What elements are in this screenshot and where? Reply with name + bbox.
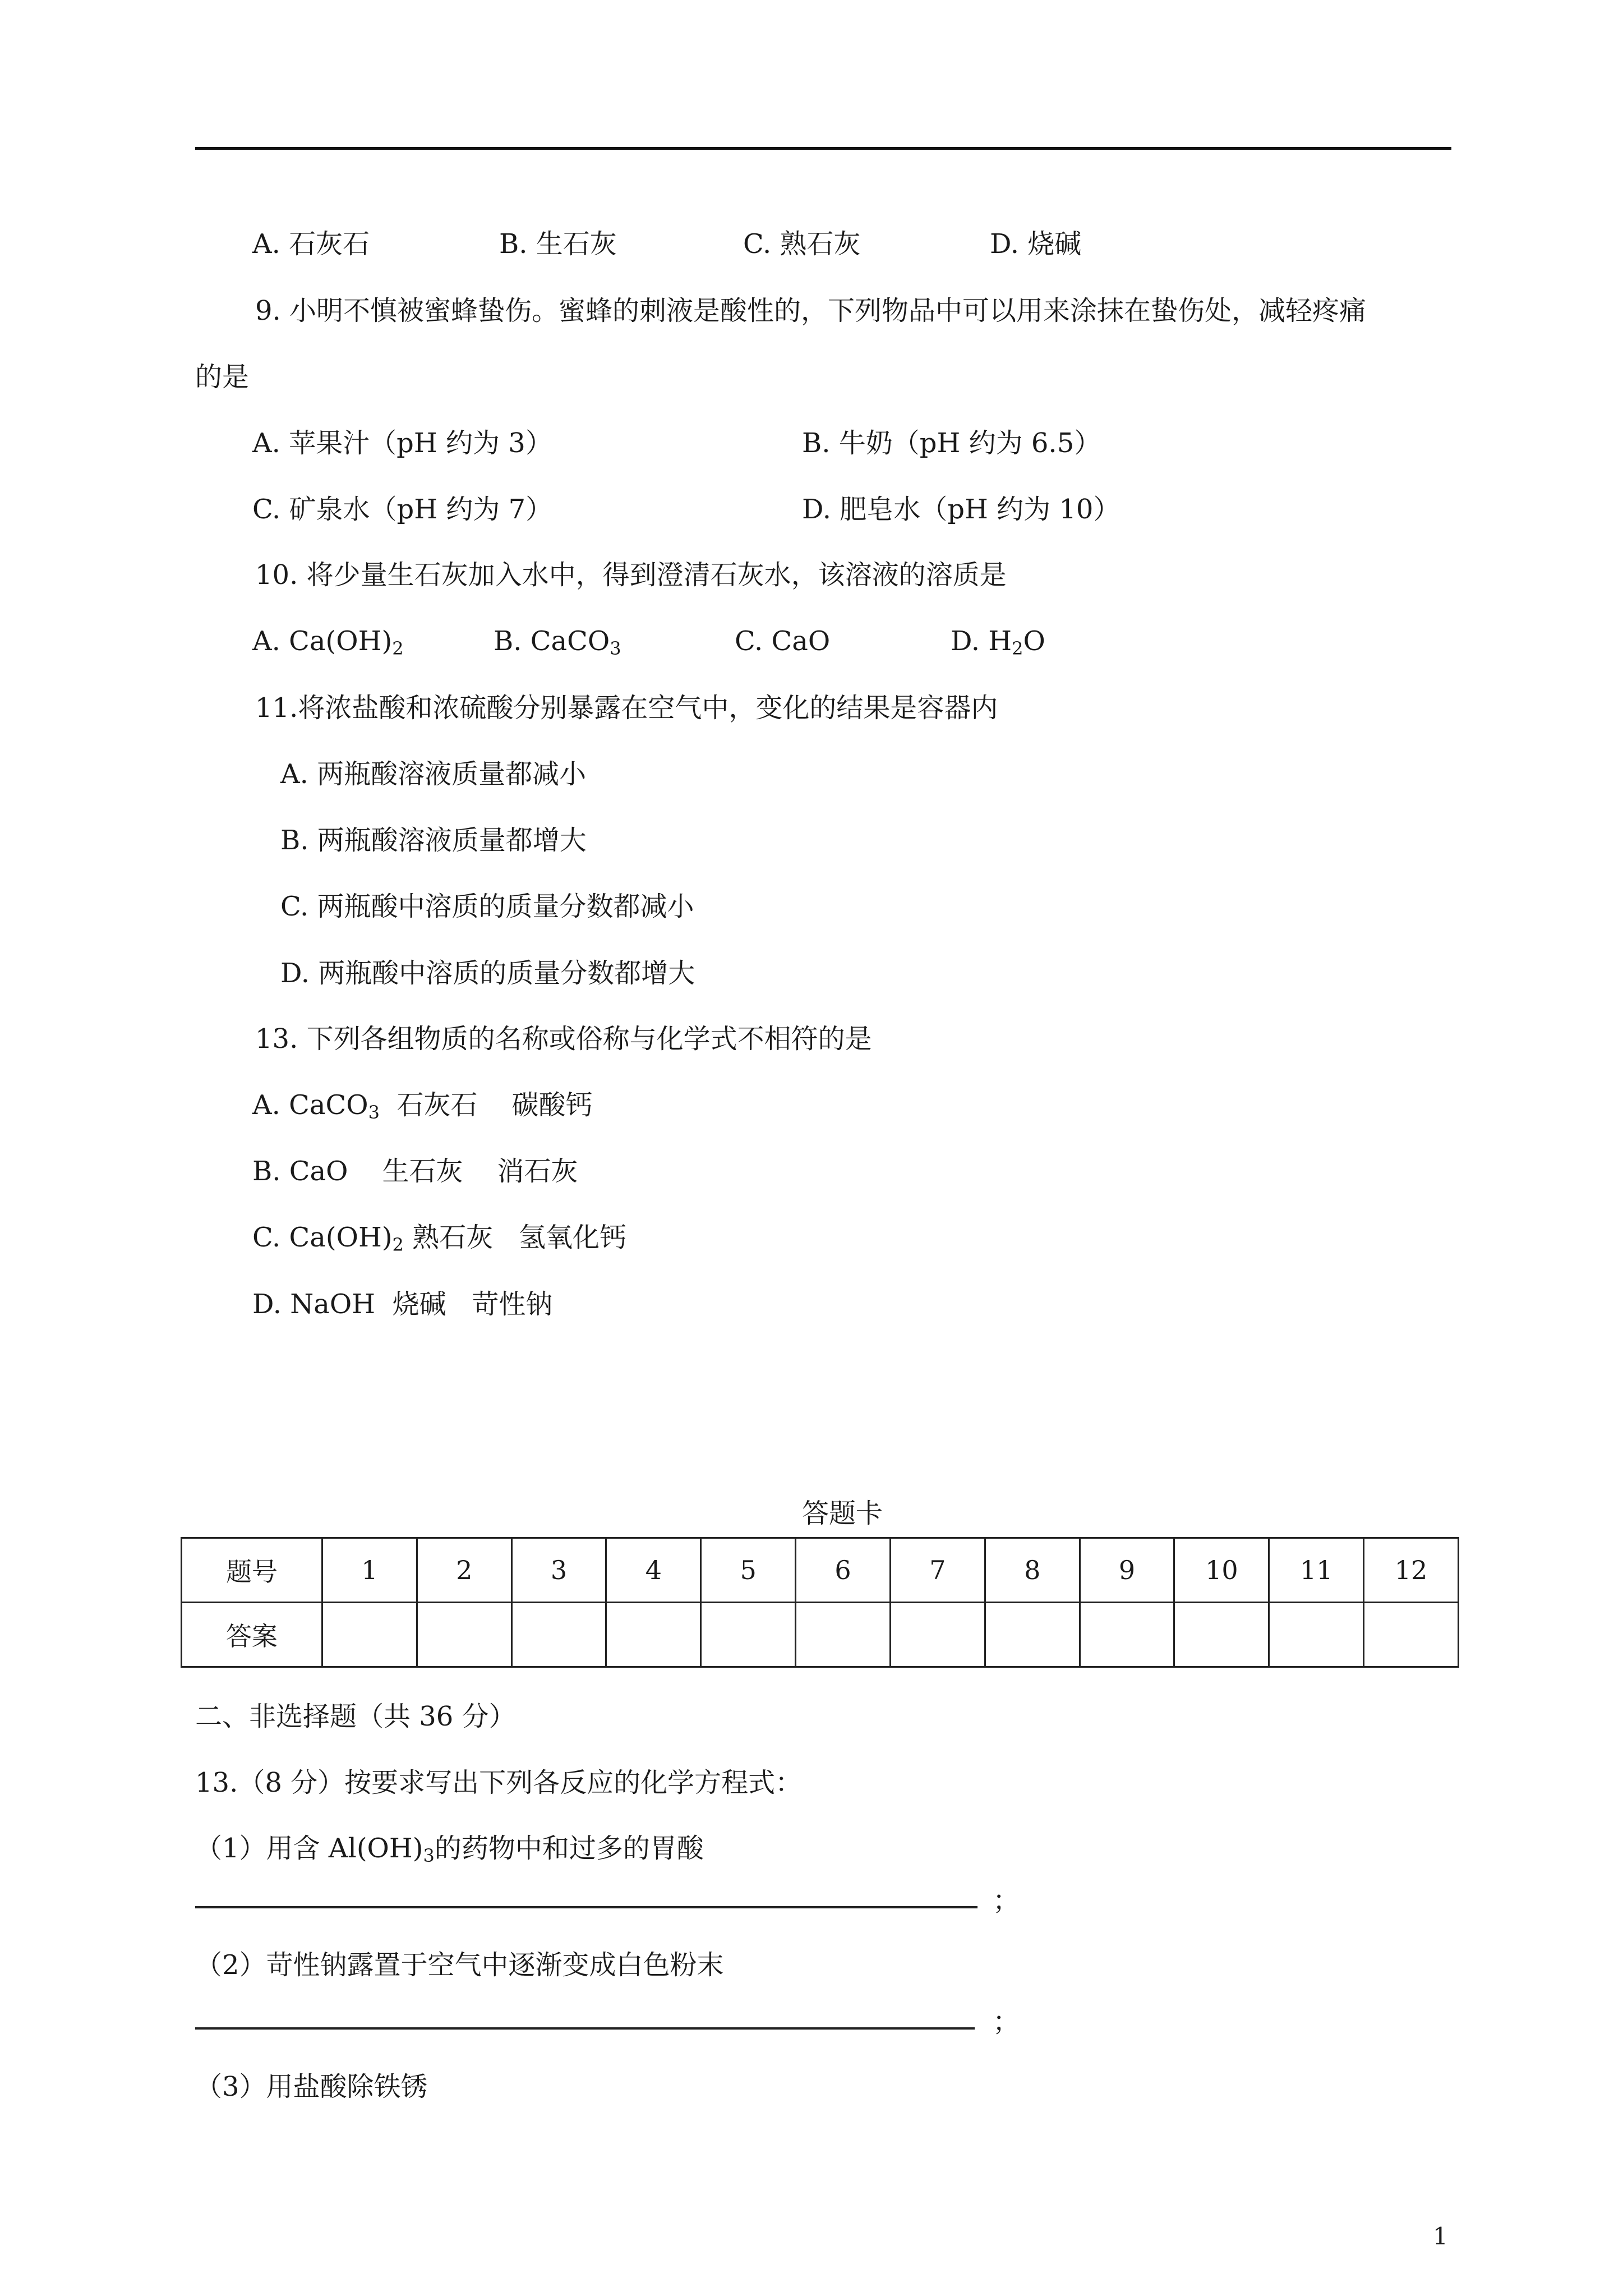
- q8-option-d: D. 烧碱: [990, 228, 1082, 260]
- answer-card-title: 答题卡: [802, 1498, 883, 1529]
- q10-option-b: B. CaCO$_3$: [494, 625, 621, 659]
- answer-cell[interactable]: [890, 1603, 985, 1667]
- q11-option-d: D. 两瓶酸中溶质的质量分数都增大: [280, 958, 695, 989]
- question-number-cell: 4: [606, 1538, 701, 1603]
- answer-blank-2[interactable]: [195, 2027, 975, 2030]
- question-number-cell: 6: [796, 1538, 891, 1603]
- q9-option-a: A. 苹果汁（pH 约为 3）: [252, 427, 552, 459]
- answer-cell[interactable]: [796, 1603, 891, 1667]
- q13-item-2: （2）苛性钠露置于空气中逐渐变成白色粉末: [195, 1949, 724, 1981]
- q8-option-c: C. 熟石灰: [743, 228, 861, 260]
- answer-cell[interactable]: [1174, 1603, 1269, 1667]
- q13-item-1: （1）用含 $Al(OH)_3$的药物中和过多的胃酸: [195, 1833, 704, 1866]
- q13-fill-stem: 13.（8 分）按要求写出下列各反应的化学方程式：: [195, 1767, 803, 1798]
- semicolon-1: ；: [993, 1885, 1020, 1916]
- q9-option-c: C. 矿泉水（pH 约为 7）: [252, 494, 553, 525]
- answer-cell[interactable]: [417, 1603, 511, 1667]
- question-number-cell: 1: [322, 1538, 417, 1603]
- question-number-cell: 8: [985, 1538, 1080, 1603]
- answer-cell[interactable]: [511, 1603, 606, 1667]
- q9-option-d: D. 肥皂水（pH 约为 10）: [802, 494, 1121, 525]
- q10-option-c: C. CaO: [735, 625, 831, 657]
- answer-card-table: [181, 1537, 1459, 1668]
- answer-card-answer-row: [182, 1603, 1459, 1667]
- answer-blank-1[interactable]: [195, 1906, 978, 1908]
- q9-stem-line2: 的是: [195, 361, 250, 393]
- page-number: 1: [1433, 2223, 1448, 2250]
- question-number-cell: 11: [1269, 1538, 1364, 1603]
- semicolon-2: ；: [993, 2006, 1020, 2037]
- q11-option-b: B. 两瓶酸溶液质量都增大: [280, 825, 587, 856]
- answer-cell[interactable]: [1080, 1603, 1174, 1667]
- q13-option-a: A. CaCO$_3$ 石灰石 碳酸钙: [252, 1089, 593, 1123]
- header-rule: [195, 147, 1451, 150]
- question-number-cell: 3: [511, 1538, 606, 1603]
- question-number-cell: 2: [417, 1538, 511, 1603]
- question-number-cell: 7: [890, 1538, 985, 1603]
- answer-cell[interactable]: [985, 1603, 1080, 1667]
- answer-cell[interactable]: [322, 1603, 417, 1667]
- q8-option-a: A. 石灰石: [252, 228, 370, 260]
- answer-cell[interactable]: [1269, 1603, 1364, 1667]
- q13-option-d: D. NaOH 烧碱 苛性钠: [252, 1289, 553, 1320]
- question-number-cell: 12: [1364, 1538, 1459, 1603]
- q13-option-c: C. $Ca(OH)_2$ 熟石灰 氢氧化钙: [252, 1222, 626, 1255]
- q11-option-c: C. 两瓶酸中溶质的质量分数都减小: [280, 891, 694, 922]
- q11-stem: 11.将浓盐酸和浓硫酸分别暴露在空气中，变化的结果是容器内: [255, 692, 998, 724]
- q10-stem: 10. 将少量生石灰加入水中，得到澄清石灰水，该溶液的溶质是: [255, 559, 1007, 591]
- question-number-cell: 9: [1080, 1538, 1174, 1603]
- section2-heading: 二、非选择题（共 36 分）: [195, 1701, 516, 1732]
- answer-cell[interactable]: [606, 1603, 701, 1667]
- q9-option-b: B. 牛奶（pH 约为 6.5）: [802, 427, 1101, 459]
- question-number-cell: 5: [701, 1538, 796, 1603]
- answer-card-number-row: [182, 1538, 1459, 1603]
- answer-card-number-header: 题号: [182, 1538, 322, 1603]
- answer-card-answer-header: 答案: [182, 1603, 322, 1667]
- q13-choice-stem: 13. 下列各组物质的名称或俗称与化学式不相符的是: [255, 1023, 872, 1055]
- q13-option-b: B. CaO 生石灰 消石灰: [252, 1156, 578, 1187]
- q10-option-d: D. $H_2O$: [951, 625, 1045, 659]
- q13-item-3: （3）用盐酸除铁锈: [195, 2071, 428, 2102]
- answer-cell[interactable]: [701, 1603, 796, 1667]
- q11-option-a: A. 两瓶酸溶液质量都减小: [280, 758, 587, 790]
- answer-cell[interactable]: [1364, 1603, 1459, 1667]
- q8-option-b: B. 生石灰: [499, 228, 617, 260]
- q10-option-a: A. $Ca(OH)_2$: [252, 625, 404, 659]
- q9-stem-line1: 9. 小明不慎被蜜蜂蛰伤。蜜蜂的刺液是酸性的，下列物品中可以用来涂抹在蛰伤处，减轻疼痛: [255, 295, 1367, 326]
- question-number-cell: 10: [1174, 1538, 1269, 1603]
